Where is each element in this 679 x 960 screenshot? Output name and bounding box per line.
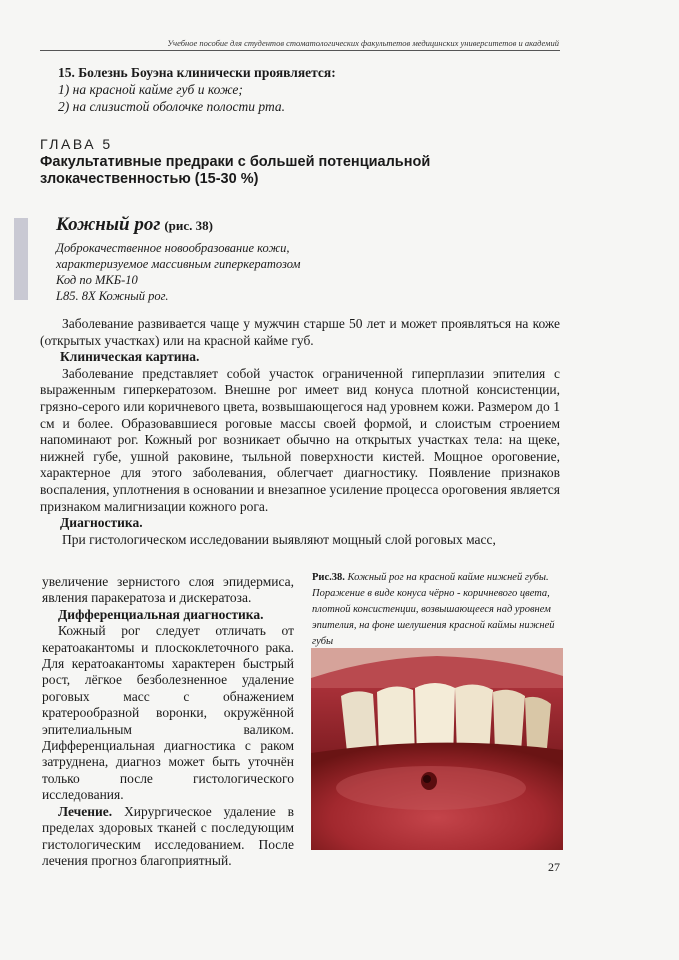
disease-info-line: Доброкачественное новообразование кожи, [56,241,290,255]
header-rule [40,50,560,51]
answer-2: 2) на слизистой оболочке полости рта. [58,99,285,114]
differential-heading: Дифференциальная диагностика. [58,606,264,622]
chapter-number: ГЛАВА 5 [40,136,113,152]
treatment-paragraph [42,804,294,870]
treatment-text: Хирургическое удаление в пределах здоровых тканей с последующим гистологическим исследованием. После лечения прогноз благоприятный. [42,803,294,868]
disease-info [56,240,300,304]
figure-caption [312,570,562,650]
diagnostics-paragraph: При гистологическом исследовании выявляют мощный слой роговых масс, [62,531,496,547]
left-column [42,574,294,869]
page-number: 27 [548,860,560,874]
chapter-title: Факультативные предраки с большей потенциальной злокачественностью (15-30 %) [40,154,431,187]
diagnostics-heading: Диагностика. [60,515,143,531]
question-title: 15. Болезнь Боуэна клинически проявляется: [58,65,336,80]
clinical-paragraph: Заболевание представляет собой участок ограниченной гиперплазии эпителия с выраженным гиперкератозом. Внешне рог имеет вид конуса плотной консистенции, грязно-серого или коричневого цвета, возвышающегося над уровнем кожи. Размером до 1 см и более. Образовавшиеся роговые массы своей формой, и слоистым строением напоминают рог. Кожный рог возникает обычно на открытых участках тела: на щеке, нижней губе, ушной раковине, тыльной поверхности кистей. Мощное ороговение, характерное для этого заболевания, облегчает диагностику. Появление признаков воспаления, уплотнения в основании и внезапное усиление процесса ороговения является признаком малигнизации кожного рога. [40,365,560,514]
section-marker-bar [14,218,28,300]
icd-code-value: L85. 8X Кожный рог. [56,289,169,303]
continuation-paragraph: увеличение зернистого слоя эпидермиса, явления паракератоза и дискератоза. [42,574,294,606]
main-text [40,316,560,548]
treatment-label: Лечение. [58,803,113,819]
disease-name: Кожный рог [56,214,161,235]
lip-photo-illustration [311,648,563,850]
figure-reference: (рис. 38) [164,218,213,233]
differential-paragraph: Кожный рог следует отличать от кератоакантомы и плоскоклеточного рака. Для кератоакантомы характерен быстрый рост, лёгкое безболезненное удаление роговых масс с обнажением кратерообразной воронки, окружённой эпителиальным валиком. Дифференциальная диагностика с раком затруднена, диагноз может быть уточнён только после гистологического исследования. [42,623,294,803]
question-block [58,64,336,115]
running-header: Учебное пособие для студентов стоматологических факультетов медицинских университетов и академий [167,38,559,48]
intro-paragraph: Заболевание развивается чаще у мужчин старше 50 лет и может проявляться на коже (открытых участках) или на красной кайме губ. [40,316,560,348]
figure-caption-text: Кожный рог на красной кайме нижней губы. Поражение в виде конуса чёрно - коричневого цвета, плотной консистенции, возвышающееся над уровнем эпителия, на фоне шелушения красной каймы нижней губы [312,572,555,647]
disease-info-line: характеризуемое массивным гиперкератозом [56,257,301,271]
clinical-heading: Клиническая картина. [60,349,200,365]
icd-code-label: Код по МКБ-10 [56,273,138,287]
disease-block [56,214,300,304]
figure-label: Рис.38. [312,572,345,583]
clinical-photo [311,648,563,850]
answer-1: 1) на красной кайме губ и коже; [58,82,243,97]
